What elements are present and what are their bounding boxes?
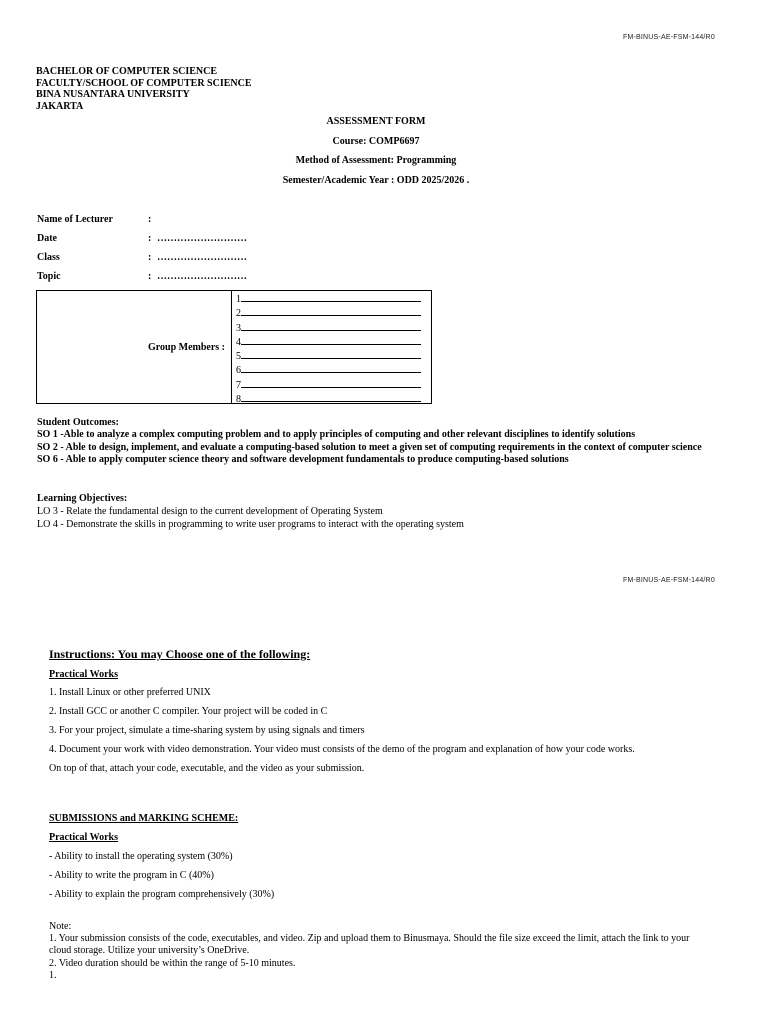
header-line: BINA NUSANTARA UNIVERSITY bbox=[36, 89, 190, 100]
student-outcome: SO 2 - Able to design, implement, and evaluate a computing-based solution to meet a given set of computing requirements in the context of computer science bbox=[37, 441, 702, 453]
note-item: 2. Video duration should be within the range of 5-10 minutes. bbox=[49, 957, 296, 969]
form-code: FM-BINUS-AE-FSM-144/R0 bbox=[623, 34, 715, 41]
field-colon: : bbox=[148, 214, 152, 225]
field-colon: : bbox=[148, 233, 152, 244]
field-value[interactable]: ……………………… bbox=[157, 252, 247, 263]
course-line: Course: COMP6697 bbox=[332, 136, 420, 147]
header-line: JAKARTA bbox=[36, 100, 84, 112]
field-date bbox=[0, 233, 768, 247]
group-members-cell bbox=[231, 290, 432, 404]
semester-line: Semester/Academic Year : ODD 2025/2026 . bbox=[282, 175, 470, 186]
instruction-item: 2. Install GCC or another C compiler. Your project will be coded in C bbox=[49, 706, 328, 717]
learning-objective: LO 3 - Relate the fundamental design to the current development of Operating System bbox=[37, 506, 383, 517]
instruction-item: On top of that, attach your code, executable, and the video as your submission. bbox=[49, 763, 365, 774]
student-outcomes-title: Student Outcomes: bbox=[37, 417, 119, 428]
instruction-item: 1. Install Linux or other preferred UNIX bbox=[49, 687, 211, 698]
instruction-item: 3. For your project, simulate a time-sharing system by using signals and timers bbox=[49, 725, 365, 736]
learning-objective: LO 4 - Demonstrate the skills in programming to write user programs to interact with the operating system bbox=[37, 519, 464, 530]
member-line[interactable]: 3 bbox=[236, 321, 431, 335]
learning-objectives-title: Learning Objectives: bbox=[37, 493, 128, 504]
field-label: Class bbox=[37, 252, 60, 263]
member-line[interactable]: 1 bbox=[236, 292, 431, 306]
field-colon: : bbox=[148, 271, 152, 282]
header-line: FACULTY/SCHOOL OF COMPUTER SCIENCE bbox=[36, 77, 252, 89]
group-members-label: Group Members : bbox=[147, 341, 225, 353]
field-value[interactable]: ……………………… bbox=[157, 271, 247, 282]
note-item: 1. Your submission consists of the code, executables, and video. Zip and upload them to Binusmaya. Should the file size exceed the limit, attach the link to your cloud storage. Utilize your university’s OneDrive. bbox=[49, 933, 690, 957]
student-outcome: SO 1 -Able to analyze a complex computing problem and to apply principles of computing and other relevant disciplines to identify solutions bbox=[37, 429, 636, 441]
marking-item: - Ability to explain the program comprehensively (30%) bbox=[49, 889, 275, 900]
header-line: BACHELOR OF COMPUTER SCIENCE bbox=[36, 66, 218, 77]
student-outcome: SO 6 - Able to apply computer science theory and software development fundamentals to produce computing-based solutions bbox=[37, 453, 569, 465]
field-value[interactable]: ……………………… bbox=[157, 233, 247, 244]
field-label: Date bbox=[37, 233, 57, 244]
member-line[interactable]: 6 bbox=[236, 363, 431, 377]
group-members-label-cell bbox=[36, 290, 232, 404]
institution-header bbox=[36, 66, 252, 112]
member-line[interactable]: 8 bbox=[236, 392, 431, 406]
instruction-item: 4. Document your work with video demonstration. Your video must consists of the demo of the program and explanation of how your code works. bbox=[49, 744, 635, 755]
method-line: Method of Assessment: Programming bbox=[295, 155, 457, 166]
note-title: Note: bbox=[49, 921, 72, 932]
member-line[interactable]: 4 bbox=[236, 335, 431, 349]
learning-objectives bbox=[37, 492, 464, 531]
practical-works-title: Practical Works bbox=[49, 669, 118, 680]
instructions-title: Instructions: You may Choose one of the following: bbox=[49, 647, 311, 661]
field-label: Topic bbox=[37, 271, 61, 282]
field-colon: : bbox=[148, 252, 152, 263]
member-line[interactable]: 5 bbox=[236, 349, 431, 363]
field-lecturer bbox=[0, 214, 768, 228]
practical-works-title: Practical Works bbox=[49, 832, 118, 843]
field-topic bbox=[0, 271, 768, 285]
member-line[interactable]: 2 bbox=[236, 306, 431, 320]
note-item: 1. bbox=[49, 969, 57, 981]
marking-item: - Ability to install the operating system (30%) bbox=[49, 851, 233, 862]
submissions-title: SUBMISSIONS and MARKING SCHEME: bbox=[49, 813, 239, 824]
form-code: FM-BINUS-AE-FSM-144/R0 bbox=[623, 577, 715, 584]
student-outcomes bbox=[37, 417, 727, 466]
form-title: ASSESSMENT FORM bbox=[326, 116, 426, 127]
field-class bbox=[0, 252, 768, 266]
field-label: Name of Lecturer bbox=[37, 214, 113, 225]
notes bbox=[49, 921, 709, 982]
member-line[interactable]: 7 bbox=[236, 378, 431, 392]
marking-item: - Ability to write the program in C (40%) bbox=[49, 870, 214, 881]
